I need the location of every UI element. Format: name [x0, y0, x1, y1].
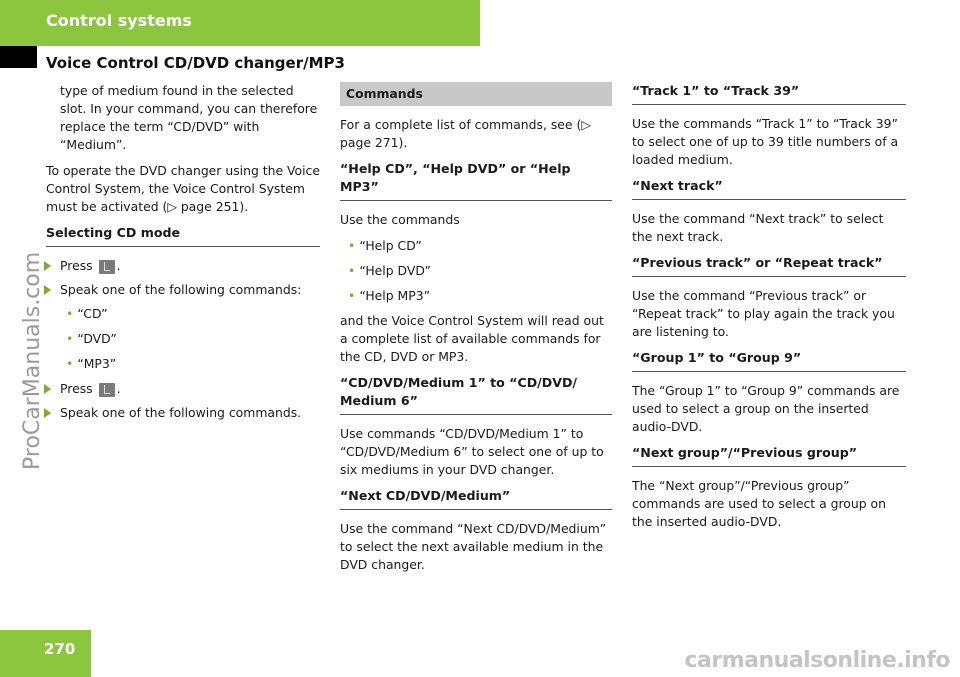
step [46, 257, 320, 275]
heading-group: “Group 1” to “Group 9” [632, 349, 906, 372]
chapter-title: Control systems [46, 11, 192, 30]
paragraph: To operate the DVD changer using the Voice Control System, the Voice Control System must be activated (▷ page 251). [46, 163, 320, 214]
paragraph: type of medium found in the selected slot. In your command, you can therefore replace the term “CD/DVD” with “Medium”. [60, 83, 318, 152]
voice-key-icon [99, 383, 115, 397]
step-arrow-icon [44, 408, 51, 418]
bullet-text: “CD” [77, 306, 108, 321]
bullet-icon: • [348, 263, 356, 278]
section-marker [0, 46, 37, 68]
bullet-icon: • [66, 331, 74, 346]
list-item [340, 287, 612, 305]
step-text: Press [60, 258, 93, 273]
heading-next-group: “Next group”/“Previous group” [632, 444, 906, 467]
step [46, 380, 320, 398]
paragraph: The “Group 1” to “Group 9” commands are used to select a group on the inserted audio-DVD. [632, 383, 900, 434]
list-item [340, 237, 612, 255]
list-item [46, 305, 320, 323]
step-text: . [116, 258, 121, 273]
bullet-text: “Help CD” [359, 238, 422, 253]
paragraph: Use the command “Previous track” or “Repeat track” to play again the track you are listening to. [632, 288, 895, 339]
step-text: Speak one of the following commands: [60, 282, 302, 297]
bullet-icon: • [66, 356, 74, 371]
list-item [46, 330, 320, 348]
heading-commands: Commands [340, 82, 612, 106]
paragraph: Use the command “Next CD/DVD/Medium” to select the next available medium in the DVD changer. [340, 521, 607, 572]
step-text: . [116, 381, 121, 396]
list-item [46, 355, 320, 373]
heading-help: “Help CD”, “Help DVD” or “Help MP3” [340, 160, 612, 201]
heading-selecting-cd-mode: Selecting CD mode [46, 224, 320, 247]
page-number: 270 [44, 640, 76, 658]
paragraph: and the Voice Control System will read out a complete list of available commands for the CD, DVD or MP3. [340, 313, 604, 364]
paragraph: Use the command “Next track” to select the next track. [632, 211, 884, 244]
heading-track: “Track 1” to “Track 39” [632, 82, 906, 105]
bullet-text: “Help DVD” [359, 263, 431, 278]
bullet-icon: • [348, 288, 356, 303]
paragraph: Use the commands “Track 1” to “Track 39” to select one of up to 39 title numbers of a loaded medium. [632, 116, 899, 167]
step [46, 281, 320, 299]
bullet-text: “DVD” [77, 331, 117, 346]
step-arrow-icon [44, 261, 51, 271]
step-arrow-icon [44, 285, 51, 295]
paragraph: Use commands “CD/DVD/Medium 1” to “CD/DVD/Medium 6” to select one of up to six mediums in your DVD changer. [340, 426, 604, 477]
paragraph: The “Next group”/“Previous group” commands are used to select a group on the inserted audio-DVD. [632, 478, 886, 529]
column-1 [46, 82, 320, 428]
heading-next-medium: “Next CD/DVD/Medium” [340, 487, 612, 510]
column-2 [340, 82, 612, 582]
step-arrow-icon [44, 384, 51, 394]
section-title: Voice Control CD/DVD changer/MP3 [46, 54, 345, 72]
heading-medium: “CD/DVD/Medium 1” to “CD/DVD/ Medium 6” [340, 374, 612, 415]
heading-next-track: “Next track” [632, 177, 906, 200]
list-item [340, 262, 612, 280]
bullet-text: “Help MP3” [359, 288, 431, 303]
column-3 [632, 82, 906, 539]
footer-watermark: carmanualsonline.info [684, 648, 950, 673]
step [46, 404, 320, 422]
heading-previous-track: “Previous track” or “Repeat track” [632, 254, 906, 277]
paragraph: For a complete list of commands, see (▷ page 271). [340, 117, 591, 150]
bullet-text: “MP3” [77, 356, 117, 371]
voice-key-icon [99, 260, 115, 274]
bullet-icon: • [66, 306, 74, 321]
step-text: Speak one of the following commands. [60, 405, 302, 420]
side-watermark: ProCarManuals.com [20, 251, 45, 470]
bullet-icon: • [348, 238, 356, 253]
paragraph: Use the commands [340, 212, 460, 227]
step-text: Press [60, 381, 93, 396]
